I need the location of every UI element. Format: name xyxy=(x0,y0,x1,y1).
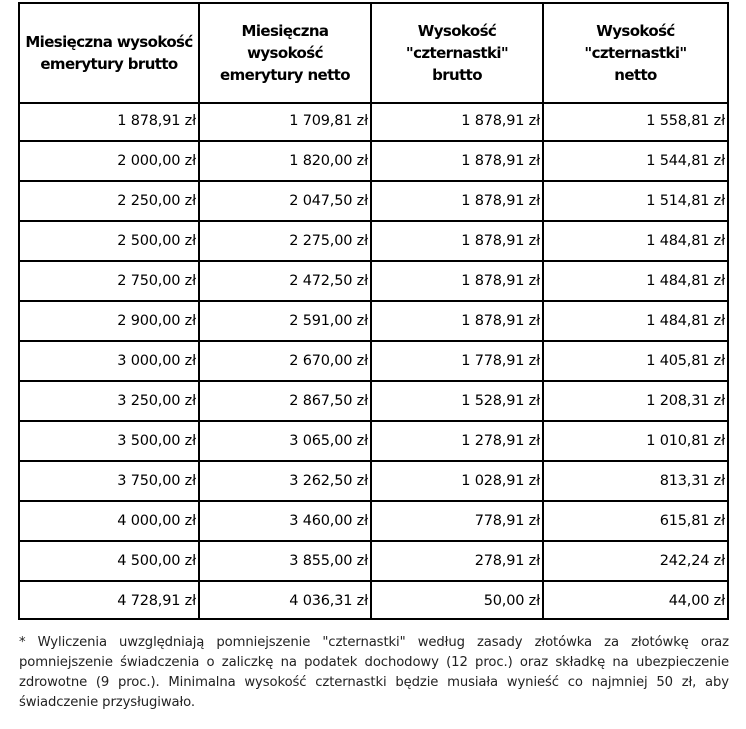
table-cell: 242,24 zł xyxy=(659,553,725,569)
table-cell: 2 250,00 zł xyxy=(117,193,196,209)
table-row xyxy=(20,102,727,142)
header-14th-gross: Wysokość "czternastki" brutto xyxy=(405,22,509,84)
header-gross-pension: Miesięczna wysokość emerytury brutto xyxy=(25,33,193,73)
column-divider xyxy=(542,4,544,618)
table-cell: 1 878,91 zł xyxy=(461,313,540,329)
table-cell: 1 484,81 zł xyxy=(646,233,725,249)
table-cell: 2 867,50 zł xyxy=(289,393,368,409)
table-cell: 2 000,00 zł xyxy=(117,153,196,169)
table-cell: 1 484,81 zł xyxy=(646,273,725,289)
table-row xyxy=(20,582,727,622)
table-cell: 1 010,81 zł xyxy=(646,433,725,449)
table-cell: 3 750,00 zł xyxy=(117,473,196,489)
table-cell: 2 472,50 zł xyxy=(289,273,368,289)
table-cell: 1 028,91 zł xyxy=(461,473,540,489)
table-cell: 4 728,91 zł xyxy=(117,593,196,609)
table-cell: 813,31 zł xyxy=(659,473,725,489)
table-cell: 3 065,00 zł xyxy=(289,433,368,449)
table-cell: 1 709,81 zł xyxy=(289,113,368,129)
table-cell: 3 000,00 zł xyxy=(117,353,196,369)
table-cell: 1 558,81 zł xyxy=(646,113,725,129)
pension-table xyxy=(18,2,729,620)
table-cell: 4 036,31 zł xyxy=(289,593,368,609)
table-row xyxy=(20,302,727,342)
column-divider xyxy=(370,4,372,618)
table-cell: 2 275,00 zł xyxy=(289,233,368,249)
table-cell: 44,00 zł xyxy=(668,593,725,609)
footnote: * Wyliczenia uwzględniają pomniejszenie "czternastki" według zasady złotówka za złotówkę oraz pomniejszenie świadczenia o zaliczkę na podatek dochodowy (12 proc.) oraz składkę na ubezpieczenie zdrowotne (9 proc.). Minimalna wysokość czternastki będzie musiała wynieść co najmniej 50 zł, aby świadczenie przysługiwało. xyxy=(19,635,729,710)
column-divider xyxy=(198,4,200,618)
table-cell: 1 878,91 zł xyxy=(461,113,540,129)
table-cell: 2 500,00 zł xyxy=(117,233,196,249)
table-cell: 1 820,00 zł xyxy=(289,153,368,169)
table-cell: 2 750,00 zł xyxy=(117,273,196,289)
table-cell: 3 250,00 zł xyxy=(117,393,196,409)
header-14th-net: Wysokość "czternastki" netto xyxy=(584,22,687,84)
table-cell: 1 878,91 zł xyxy=(461,233,540,249)
table-row xyxy=(20,142,727,182)
table-cell: 2 047,50 zł xyxy=(289,193,368,209)
table-row xyxy=(20,462,727,502)
table-cell: 278,91 zł xyxy=(474,553,540,569)
table-cell: 1 878,91 zł xyxy=(117,113,196,129)
table-cell: 1 878,91 zł xyxy=(461,153,540,169)
table-cell: 1 878,91 zł xyxy=(461,193,540,209)
table-row xyxy=(20,222,727,262)
table-cell: 1 528,91 zł xyxy=(461,393,540,409)
table-cell: 2 591,00 zł xyxy=(289,313,368,329)
table-cell: 1 208,31 zł xyxy=(646,393,725,409)
table-cell: 2 900,00 zł xyxy=(117,313,196,329)
table-cell: 1 514,81 zł xyxy=(646,193,725,209)
table-cell: 778,91 zł xyxy=(474,513,540,529)
table-cell: 2 670,00 zł xyxy=(289,353,368,369)
table-cell: 1 778,91 zł xyxy=(461,353,540,369)
table-row xyxy=(20,502,727,542)
table-row xyxy=(20,542,727,582)
table-cell: 1 484,81 zł xyxy=(646,313,725,329)
table-cell: 615,81 zł xyxy=(659,513,725,529)
table-row xyxy=(20,182,727,222)
table-cell: 1 878,91 zł xyxy=(461,273,540,289)
table-cell: 3 460,00 zł xyxy=(289,513,368,529)
table-cell: 50,00 zł xyxy=(483,593,540,609)
table-row xyxy=(20,382,727,422)
table-cell: 1 405,81 zł xyxy=(646,353,725,369)
header-net-pension: Miesięczna wysokość emerytury netto xyxy=(220,22,350,84)
table-cell: 4 500,00 zł xyxy=(117,553,196,569)
table-row xyxy=(20,262,727,302)
table-row xyxy=(20,342,727,382)
table-row xyxy=(20,422,727,462)
table-cell: 1 544,81 zł xyxy=(646,153,725,169)
table-cell: 4 000,00 zł xyxy=(117,513,196,529)
table-cell: 1 278,91 zł xyxy=(461,433,540,449)
table-cell: 3 262,50 zł xyxy=(289,473,368,489)
table-cell: 3 500,00 zł xyxy=(117,433,196,449)
table-header xyxy=(20,4,727,104)
table-cell: 3 855,00 zł xyxy=(289,553,368,569)
